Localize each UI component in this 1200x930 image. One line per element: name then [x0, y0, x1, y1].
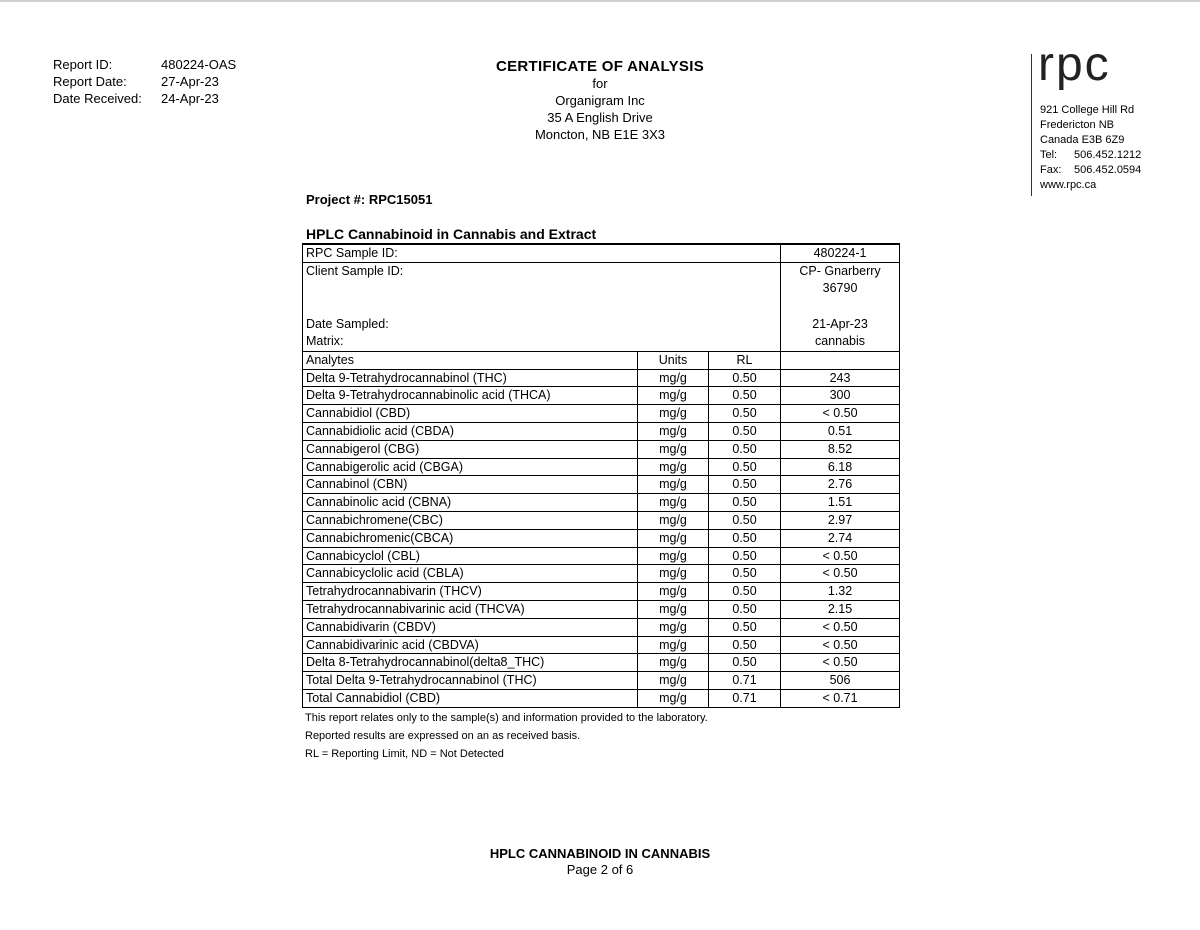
analyte-units: mg/g	[638, 476, 709, 494]
page-footer	[400, 846, 800, 878]
analyte-rl: 0.50	[709, 618, 781, 636]
analyte-rl: 0.50	[709, 600, 781, 618]
analyte-name: Cannabinol (CBN)	[303, 476, 638, 494]
client-city: Moncton, NB E1E 3X3	[534, 127, 666, 142]
analyte-rl: 0.50	[709, 565, 781, 583]
analyte-rl: 0.50	[709, 529, 781, 547]
note-line: Reported results are expressed on an as received basis.	[305, 730, 581, 742]
analyte-name: Cannabichromenic(CBCA)	[303, 529, 638, 547]
analyte-units: mg/g	[638, 422, 709, 440]
analyte-rl: 0.71	[709, 672, 781, 690]
table-row	[303, 405, 900, 423]
analyte-result: < 0.50	[781, 636, 900, 654]
analyte-name: Cannabidiolic acid (CBDA)	[303, 422, 638, 440]
rpc-sample-id-label: RPC Sample ID:	[303, 244, 781, 262]
rpc-sample-id: 480224-1	[781, 244, 900, 262]
spacer	[784, 298, 896, 316]
lab-fax: 506.452.0594	[1074, 164, 1142, 176]
lab-address-line1: 921 College Hill Rd	[1040, 104, 1135, 116]
analyte-rl: 0.50	[709, 547, 781, 565]
analyte-result: 506	[781, 672, 900, 690]
analyte-name: Cannabinolic acid (CBNA)	[303, 494, 638, 512]
rpc-logo: rpc	[1038, 38, 1111, 91]
header-rl: RL	[709, 351, 781, 369]
table-row	[303, 476, 900, 494]
client-name: Organigram Inc	[555, 93, 645, 108]
table-row	[303, 511, 900, 529]
table-row	[303, 422, 900, 440]
analyte-units: mg/g	[638, 369, 709, 387]
analyte-result: < 0.50	[781, 618, 900, 636]
analyte-result: 2.74	[781, 529, 900, 547]
analyte-units: mg/g	[638, 494, 709, 512]
section-title: HPLC Cannabinoid in Cannabis and Extract	[306, 226, 597, 242]
table-row	[303, 547, 900, 565]
date-received-row	[53, 90, 236, 107]
page-number: Page 2 of 6	[566, 862, 634, 877]
lab-tel: 506.452.1212	[1074, 149, 1142, 161]
report-notes	[305, 709, 708, 763]
footer-title: HPLC CANNABINOID IN CANNABIS	[489, 846, 711, 861]
analyte-rl: 0.50	[709, 387, 781, 405]
table-row	[303, 529, 900, 547]
analyte-name: Cannabidivarinic acid (CBDVA)	[303, 636, 638, 654]
analyte-units: mg/g	[638, 583, 709, 601]
analyte-units: mg/g	[638, 529, 709, 547]
analyte-units: mg/g	[638, 636, 709, 654]
analyte-name: Cannabigerolic acid (CBGA)	[303, 458, 638, 476]
lab-address-line3: Canada E3B 6Z9	[1040, 134, 1125, 146]
analyte-result: < 0.50	[781, 405, 900, 423]
matrix: cannabis	[815, 334, 866, 349]
analyte-result: 243	[781, 369, 900, 387]
results-table	[302, 243, 900, 708]
header-units: Units	[638, 351, 709, 369]
analyte-name: Cannabichromene(CBC)	[303, 511, 638, 529]
client-sample-id-line2: 36790	[822, 281, 858, 296]
analyte-result: < 0.50	[781, 565, 900, 583]
table-row	[303, 654, 900, 672]
top-border	[0, 0, 1200, 2]
client-sample-id-line1: CP- Gnarberry	[799, 263, 881, 278]
analyte-rl: 0.50	[709, 422, 781, 440]
analyte-units: mg/g	[638, 547, 709, 565]
analyte-name: Delta 9-Tetrahydrocannabinol (THC)	[303, 369, 638, 387]
table-row	[303, 636, 900, 654]
lab-tel-row	[1040, 148, 1141, 163]
spacer	[306, 298, 777, 316]
logo-divider	[1031, 54, 1032, 196]
analyte-units: mg/g	[638, 689, 709, 707]
analyte-name: Total Cannabidiol (CBD)	[303, 689, 638, 707]
sample-info-values	[781, 262, 900, 351]
analyte-name: Delta 9-Tetrahydrocannabinolic acid (THCA)	[303, 387, 638, 405]
analyte-result: 2.15	[781, 600, 900, 618]
header-analytes: Analytes	[303, 351, 638, 369]
table-row	[303, 583, 900, 601]
rpc-sample-id-row	[303, 244, 900, 262]
analyte-units: mg/g	[638, 654, 709, 672]
analyte-rl: 0.50	[709, 476, 781, 494]
certificate-title: CERTIFICATE OF ANALYSIS	[495, 58, 705, 75]
analyte-name: Cannabicyclol (CBL)	[303, 547, 638, 565]
analyte-name: Cannabidiol (CBD)	[303, 405, 638, 423]
analyte-result: 2.97	[781, 511, 900, 529]
date-received-label: Date Received:	[53, 91, 142, 106]
analyte-result: 0.51	[781, 422, 900, 440]
report-id-row	[53, 56, 236, 73]
table-row	[303, 600, 900, 618]
analyte-units: mg/g	[638, 440, 709, 458]
analyte-name: Tetrahydrocannabivarin (THCV)	[303, 583, 638, 601]
table-row	[303, 689, 900, 707]
analyte-units: mg/g	[638, 565, 709, 583]
table-row	[303, 440, 900, 458]
analyte-rl: 0.50	[709, 369, 781, 387]
analyte-units: mg/g	[638, 387, 709, 405]
certificate-header	[400, 58, 800, 143]
analyte-result: 8.52	[781, 440, 900, 458]
analyte-rl: 0.50	[709, 654, 781, 672]
date-sampled-label: Date Sampled:	[306, 316, 389, 331]
analyte-rl: 0.50	[709, 494, 781, 512]
matrix-label: Matrix:	[306, 334, 344, 349]
lab-fax-row	[1040, 163, 1141, 178]
analyte-rl: 0.50	[709, 511, 781, 529]
lab-address-line2: Fredericton NB	[1040, 119, 1114, 131]
header-result	[781, 351, 900, 369]
lab-address	[1040, 103, 1141, 193]
analyte-result: 300	[781, 387, 900, 405]
report-date-value: 27-Apr-23	[161, 74, 219, 89]
analyte-rl: 0.50	[709, 440, 781, 458]
analyte-name: Tetrahydrocannabivarinic acid (THCVA)	[303, 600, 638, 618]
analyte-result: < 0.50	[781, 547, 900, 565]
table-row	[303, 565, 900, 583]
table-row	[303, 387, 900, 405]
analyte-result: 2.76	[781, 476, 900, 494]
analyte-result: 6.18	[781, 458, 900, 476]
sample-info-labels	[303, 262, 781, 351]
table-header-row	[303, 351, 900, 369]
report-meta	[53, 56, 236, 107]
note-line: RL = Reporting Limit, ND = Not Detected	[305, 748, 504, 760]
analyte-rl: 0.50	[709, 405, 781, 423]
table-row	[303, 369, 900, 387]
analyte-result: 1.32	[781, 583, 900, 601]
note-line: This report relates only to the sample(s) and information provided to the laboratory.	[305, 712, 708, 724]
analyte-units: mg/g	[638, 405, 709, 423]
analyte-rl: 0.71	[709, 689, 781, 707]
analyte-result: < 0.50	[781, 654, 900, 672]
table-row	[303, 672, 900, 690]
analyte-rl: 0.50	[709, 636, 781, 654]
analyte-name: Cannabigerol (CBG)	[303, 440, 638, 458]
table-row	[303, 618, 900, 636]
analyte-name: Delta 8-Tetrahydrocannabinol(delta8_THC)	[303, 654, 638, 672]
lab-fax-label: Fax:	[1040, 164, 1062, 176]
analyte-name: Cannabicyclolic acid (CBLA)	[303, 565, 638, 583]
title-for: for	[592, 76, 608, 91]
analyte-rl: 0.50	[709, 583, 781, 601]
report-date-row	[53, 73, 236, 90]
table-row	[303, 458, 900, 476]
project-number: Project #: RPC15051	[306, 192, 433, 207]
client-street: 35 A English Drive	[547, 110, 653, 125]
analyte-units: mg/g	[638, 600, 709, 618]
date-received-value: 24-Apr-23	[161, 91, 219, 106]
client-sample-id-label: Client Sample ID:	[306, 263, 404, 278]
sample-info-row	[303, 262, 900, 351]
analyte-units: mg/g	[638, 458, 709, 476]
table-row	[303, 494, 900, 512]
analyte-name: Cannabidivarin (CBDV)	[303, 618, 638, 636]
analyte-rl: 0.50	[709, 458, 781, 476]
analyte-result: 1.51	[781, 494, 900, 512]
report-date-label: Report Date:	[53, 74, 127, 89]
analyte-units: mg/g	[638, 672, 709, 690]
lab-tel-label: Tel:	[1040, 149, 1058, 161]
analyte-result: < 0.71	[781, 689, 900, 707]
analyte-units: mg/g	[638, 618, 709, 636]
report-id-value: 480224-OAS	[161, 57, 237, 72]
date-sampled: 21-Apr-23	[812, 316, 868, 331]
analyte-units: mg/g	[638, 511, 709, 529]
spacer	[306, 280, 777, 298]
lab-website: www.rpc.ca	[1040, 179, 1097, 191]
report-id-label: Report ID:	[53, 57, 113, 72]
analyte-name: Total Delta 9-Tetrahydrocannabinol (THC)	[303, 672, 638, 690]
